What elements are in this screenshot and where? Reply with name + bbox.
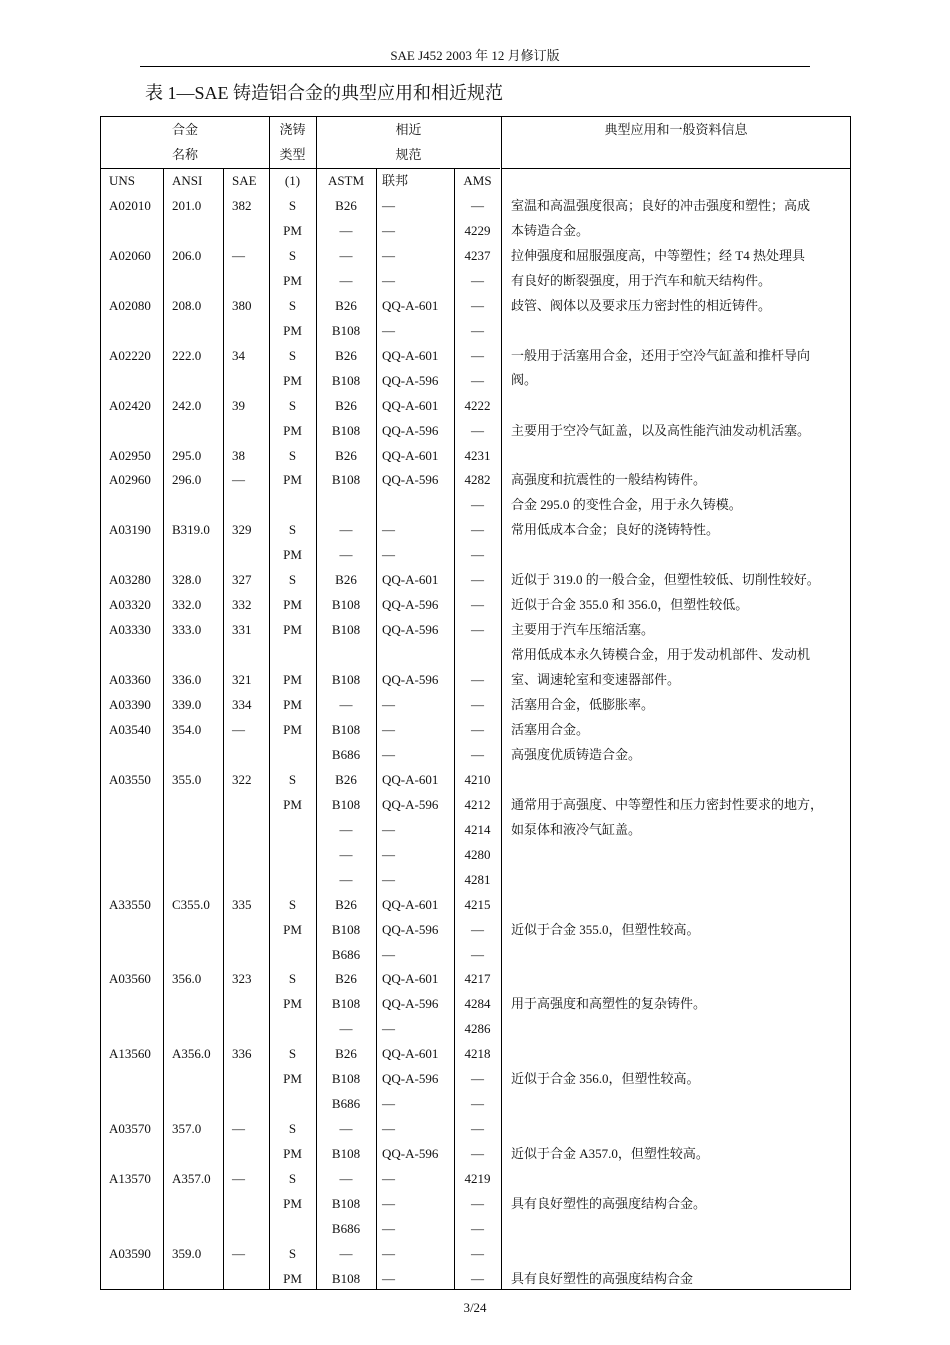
- table-cell: B26: [335, 771, 357, 787]
- table-cell: 296.0: [172, 472, 202, 488]
- table-cell: —: [471, 347, 484, 363]
- description-line: 合金 295.0 的变性合金，用于永久铸模。: [511, 497, 742, 513]
- table-cell: S: [288, 247, 297, 263]
- table-cell: —: [382, 322, 395, 338]
- description-line: 主要用于空冷气缸盖，以及高性能汽油发动机活塞。: [511, 422, 811, 438]
- table-cell: —: [339, 846, 353, 862]
- description-line: 主要用于汽车压缩活塞。: [511, 622, 655, 638]
- description-line: 用于高强度和高塑性的复杂铸件。: [511, 996, 707, 1012]
- table-cell: —: [232, 1121, 245, 1137]
- table-cell: B26: [335, 347, 357, 363]
- header-split-rule: [101, 168, 500, 169]
- table-cell: B26: [335, 447, 357, 463]
- table-cell: B108: [331, 796, 361, 812]
- table-cell: PM: [283, 622, 302, 638]
- table-cell: 4210: [464, 771, 491, 787]
- header-bottom-rule: [501, 168, 850, 169]
- table-cell: 332.0: [172, 597, 202, 613]
- table-cell: 34: [232, 347, 245, 363]
- description-line: 室、调速轮室和变速器部件。: [511, 671, 681, 687]
- subheader-sae: SAE: [232, 173, 257, 188]
- table-cell: 201.0: [172, 198, 202, 213]
- application-description: [511, 743, 841, 768]
- table-cell: PM: [283, 222, 302, 238]
- application-description: [511, 693, 841, 718]
- table-cell: B319.0: [172, 522, 210, 538]
- table-cell: 355.0: [172, 771, 202, 787]
- application-description: [511, 918, 841, 943]
- table-cell: B108: [331, 597, 361, 613]
- table-cell: —: [339, 821, 353, 837]
- header-alloy-2: 名称: [171, 147, 198, 162]
- table-cell: C355.0: [172, 896, 210, 912]
- table-cell: —: [471, 1220, 484, 1236]
- table-cell: A03390: [109, 697, 151, 712]
- table-cell: A13560: [109, 1046, 151, 1062]
- table-cell: 208.0: [172, 297, 202, 313]
- table-cell: A03320: [109, 597, 151, 613]
- application-description: [511, 244, 841, 293]
- table-cell: 295.0: [172, 447, 202, 463]
- table-cell: A02960: [109, 472, 151, 488]
- table-cell: PM: [283, 1196, 302, 1211]
- table-cell: 4222: [464, 397, 491, 413]
- table-cell: PM: [283, 1270, 302, 1286]
- table-cell: B108: [331, 1196, 361, 1211]
- table-cell: 4281: [464, 871, 491, 887]
- table-cell: B686: [331, 1096, 361, 1112]
- table-cell: 336: [232, 1046, 252, 1062]
- header-alloy-1: 合金: [171, 122, 198, 137]
- table-cell: A03570: [109, 1121, 151, 1137]
- table-cell: S: [288, 572, 297, 588]
- table-cell: 359.0: [172, 1245, 202, 1261]
- table-cell: QQ-A-601: [382, 397, 439, 413]
- table-cell: —: [382, 198, 395, 213]
- table-cell: 332: [232, 597, 252, 613]
- table-cell: B26: [335, 397, 357, 413]
- table-cell: B108: [331, 372, 361, 388]
- table-cell: 380: [232, 297, 252, 313]
- application-description: [511, 493, 841, 518]
- table-cell: A03590: [109, 1245, 151, 1261]
- table-cell: PM: [283, 372, 302, 388]
- table-cell: —: [471, 572, 484, 588]
- table-cell: —: [471, 322, 484, 338]
- application-description: [511, 1067, 841, 1092]
- table-cell: PM: [283, 1071, 302, 1087]
- description-line: 拉伸强度和屈服强度高，中等塑性；经 T4 热处理具: [511, 247, 805, 263]
- header-casting-2: 类型: [279, 147, 306, 162]
- table-cell: —: [339, 1021, 353, 1037]
- header-applications: 典型应用和一般资料信息: [604, 122, 748, 137]
- table-cell: —: [382, 1270, 395, 1286]
- application-description: [511, 1142, 841, 1167]
- description-line: 室温和高温强度很高；良好的冲击强度和塑性；高成: [511, 198, 811, 213]
- table-cell: B108: [331, 921, 361, 937]
- table-cell: —: [339, 247, 353, 263]
- description-line: 阀。: [511, 372, 538, 388]
- table-cell: PM: [283, 597, 302, 613]
- table-cell: A02420: [109, 397, 151, 413]
- table-cell: 334: [232, 697, 252, 712]
- application-description: [511, 992, 841, 1017]
- table-cell: 4212: [464, 796, 491, 812]
- table-cell: PM: [283, 996, 302, 1012]
- application-description: [511, 793, 841, 842]
- table-cell: PM: [283, 472, 302, 488]
- table-cell: 336.0: [172, 672, 202, 688]
- description-line: 一般用于活塞用合金，还用于空冷气缸盖和推杆导向: [511, 347, 811, 363]
- table-cell: S: [288, 1046, 297, 1062]
- table-cell: —: [382, 1096, 395, 1112]
- table-cell: S: [288, 347, 297, 363]
- description-line: 歧管、阀体以及要求压力密封性的相近铸件。: [511, 297, 772, 313]
- description-line: 近似于 319.0 的一般合金，但塑性较低、切削性较好。: [511, 572, 820, 588]
- table-cell: —: [471, 272, 484, 288]
- table-cell: PM: [283, 796, 302, 812]
- table-cell: B108: [331, 422, 361, 438]
- table-cell: PM: [283, 697, 302, 712]
- table-cell: B26: [335, 297, 357, 313]
- table-cell: —: [471, 1245, 484, 1261]
- table-cell: A02010: [109, 198, 151, 213]
- col-rule: [376, 168, 377, 1289]
- subheader-ams: AMS: [463, 173, 492, 188]
- table-cell: 327: [232, 572, 252, 588]
- table-cell: A03360: [109, 672, 151, 688]
- table-cell: —: [382, 871, 395, 887]
- application-description: [511, 568, 841, 593]
- table-title: 表 1—SAE 铸造铝合金的典型应用和相近规范: [145, 83, 504, 103]
- table-cell: —: [471, 422, 484, 438]
- table-cell: QQ-A-596: [382, 672, 439, 688]
- table-cell: B686: [331, 946, 361, 962]
- table-cell: B108: [331, 672, 361, 688]
- table-cell: —: [471, 372, 484, 388]
- table-cell: —: [471, 1121, 484, 1137]
- table-cell: S: [288, 1245, 297, 1261]
- header-casting-1: 浇铸: [279, 122, 306, 137]
- description-line: 具有良好塑性的高强度结构合金。: [511, 1196, 707, 1211]
- table-cell: 4218: [464, 1046, 491, 1062]
- subheader-astm: ASTM: [327, 173, 365, 188]
- table-cell: —: [382, 697, 395, 712]
- table-cell: QQ-A-596: [382, 372, 439, 388]
- application-description: [511, 618, 841, 643]
- table-cell: PM: [283, 322, 302, 338]
- table-cell: B26: [335, 971, 357, 987]
- subheader-type: (1): [284, 173, 301, 188]
- running-header: SAE J452 2003 年 12 月修订版: [390, 48, 560, 63]
- table-cell: 4284: [464, 996, 491, 1012]
- table-cell: 4237: [464, 247, 491, 263]
- table-cell: —: [471, 1196, 484, 1211]
- table-cell: —: [382, 1021, 395, 1037]
- table-cell: 222.0: [172, 347, 202, 363]
- table-cell: S: [288, 522, 297, 538]
- table-cell: S: [288, 971, 297, 987]
- application-description: [511, 593, 841, 618]
- table-cell: B108: [331, 1146, 361, 1162]
- description-line: 活塞用合金。: [511, 721, 590, 737]
- table-cell: —: [382, 1196, 395, 1211]
- description-line: 活塞用合金，低膨胀率。: [511, 697, 655, 712]
- table-cell: 357.0: [172, 1121, 202, 1137]
- table-cell: PM: [283, 921, 302, 937]
- table-cell: B108: [331, 622, 361, 638]
- table-cell: 4229: [464, 222, 491, 238]
- table-cell: 4214: [464, 821, 491, 837]
- col-rule: [501, 117, 502, 1289]
- table-cell: —: [232, 721, 245, 737]
- table-cell: 322: [232, 771, 252, 787]
- table-cell: S: [288, 397, 297, 413]
- application-description: [511, 344, 841, 393]
- table-cell: 4280: [464, 846, 491, 862]
- table-cell: 382: [232, 198, 252, 213]
- table-cell: A03550: [109, 771, 151, 787]
- table-cell: B26: [335, 1046, 357, 1062]
- table-cell: —: [382, 522, 395, 538]
- table-cell: —: [339, 871, 353, 887]
- table-cell: 39: [232, 397, 245, 413]
- description-line: 高强度优质铸造合金。: [511, 746, 642, 762]
- table-cell: —: [382, 1245, 395, 1261]
- table-cell: S: [288, 1121, 297, 1137]
- application-description: [511, 1192, 841, 1217]
- table-cell: —: [382, 247, 395, 263]
- table-cell: 328.0: [172, 572, 202, 588]
- table-cell: 333.0: [172, 622, 202, 638]
- description-line: 常用低成本永久铸模合金，用于发动机部件、发动机: [511, 647, 811, 663]
- table-cell: —: [471, 597, 484, 613]
- table-cell: —: [382, 222, 395, 238]
- table-cell: —: [471, 622, 484, 638]
- table-cell: QQ-A-596: [382, 472, 439, 488]
- table-cell: A03560: [109, 971, 151, 987]
- table-cell: 4215: [464, 896, 491, 912]
- table-cell: 206.0: [172, 247, 202, 263]
- table-cell: —: [471, 921, 484, 937]
- table-cell: —: [471, 672, 484, 688]
- table-cell: —: [471, 1071, 484, 1087]
- table-cell: QQ-A-601: [382, 447, 439, 463]
- application-description: [511, 518, 841, 543]
- description-line: 有良好的断裂强度，用于汽车和航天结构件。: [511, 272, 772, 288]
- table-cell: B108: [331, 322, 361, 338]
- table-cell: —: [382, 721, 395, 737]
- table-cell: QQ-A-596: [382, 996, 439, 1012]
- table-cell: S: [288, 447, 297, 463]
- table-cell: 321: [232, 672, 252, 688]
- table-cell: 354.0: [172, 721, 202, 737]
- table-cell: A03280: [109, 572, 151, 588]
- table-cell: B686: [331, 1220, 361, 1236]
- table-cell: QQ-A-596: [382, 921, 439, 937]
- table-cell: QQ-A-596: [382, 796, 439, 812]
- table-cell: —: [382, 1121, 395, 1137]
- table-cell: —: [339, 522, 353, 538]
- table-cell: S: [288, 896, 297, 912]
- table-cell: S: [288, 771, 297, 787]
- table-cell: —: [471, 198, 484, 213]
- table-cell: PM: [283, 672, 302, 688]
- application-description: [511, 643, 841, 692]
- table-cell: 4286: [464, 1021, 491, 1037]
- table-cell: 4282: [464, 472, 491, 488]
- table-cell: —: [382, 272, 395, 288]
- table-cell: —: [471, 1146, 484, 1162]
- description-line: 如泵体和液冷气缸盖。: [511, 821, 642, 837]
- table-cell: —: [382, 547, 395, 563]
- table-cell: S: [288, 1171, 297, 1187]
- application-description: [511, 1267, 841, 1292]
- description-line: 高强度和抗震性的一般结构铸件。: [511, 472, 707, 488]
- table-cell: 339.0: [172, 697, 202, 712]
- table-cell: QQ-A-596: [382, 1146, 439, 1162]
- description-line: 近似于合金 A357.0，但塑性较高。: [511, 1146, 709, 1162]
- table-cell: —: [382, 1220, 395, 1236]
- application-description: [511, 194, 841, 243]
- description-line: 近似于合金 356.0，但塑性较高。: [511, 1071, 700, 1087]
- table-cell: —: [382, 821, 395, 837]
- table-cell: QQ-A-601: [382, 896, 439, 912]
- table-cell: —: [471, 746, 484, 762]
- table-cell: B108: [331, 1270, 361, 1286]
- application-description: [511, 718, 841, 743]
- table-cell: B108: [331, 996, 361, 1012]
- table-cell: QQ-A-596: [382, 597, 439, 613]
- table-cell: —: [471, 1096, 484, 1112]
- table-cell: QQ-A-601: [382, 771, 439, 787]
- table-cell: A13570: [109, 1171, 151, 1187]
- description-line: 本铸造合金。: [511, 222, 590, 238]
- table-cell: QQ-A-601: [382, 347, 439, 363]
- table-cell: —: [232, 1245, 245, 1261]
- subheader-uns: UNS: [109, 173, 136, 188]
- table-cell: —: [232, 247, 245, 263]
- application-description: [511, 468, 841, 493]
- table-cell: 329: [232, 522, 252, 538]
- table-cell: 323: [232, 971, 252, 987]
- table-cell: 4217: [464, 971, 491, 987]
- table-cell: —: [339, 222, 353, 238]
- table-cell: B26: [335, 198, 357, 213]
- table-cell: B108: [331, 721, 361, 737]
- table-cell: —: [339, 697, 353, 712]
- description-line: 近似于合金 355.0，但塑性较高。: [511, 921, 700, 937]
- table-cell: —: [339, 1171, 353, 1187]
- header-rule: [140, 66, 810, 67]
- table-cell: QQ-A-596: [382, 622, 439, 638]
- table-cell: —: [471, 297, 484, 313]
- table-cell: 242.0: [172, 397, 202, 413]
- table-cell: QQ-A-601: [382, 1046, 439, 1062]
- table-cell: —: [339, 1121, 353, 1137]
- col-rule: [163, 168, 164, 1289]
- table-cell: QQ-A-596: [382, 422, 439, 438]
- table-cell: B26: [335, 572, 357, 588]
- table-cell: QQ-A-601: [382, 297, 439, 313]
- table-cell: PM: [283, 721, 302, 737]
- application-description: [511, 419, 841, 444]
- table-cell: B108: [331, 1071, 361, 1087]
- table-cell: A02060: [109, 247, 151, 263]
- table-cell: PM: [283, 272, 302, 288]
- table-cell: QQ-A-596: [382, 1071, 439, 1087]
- header-spec-1: 相近: [395, 122, 422, 137]
- table-cell: S: [288, 297, 297, 313]
- table-cell: —: [471, 497, 484, 513]
- table-cell: 331: [232, 622, 252, 638]
- table-cell: —: [232, 1171, 245, 1187]
- table-cell: —: [339, 547, 353, 563]
- table-cell: B686: [331, 746, 361, 762]
- table-cell: —: [471, 522, 484, 538]
- subheader-ansi: ANSI: [172, 173, 203, 188]
- table-cell: —: [471, 547, 484, 563]
- table-cell: B108: [331, 472, 361, 488]
- description-line: 近似于合金 355.0 和 356.0，但塑性较低。: [511, 597, 749, 613]
- table-cell: 4219: [464, 1171, 491, 1187]
- table-cell: PM: [283, 422, 302, 438]
- table-cell: —: [382, 946, 395, 962]
- table-cell: —: [471, 946, 484, 962]
- page-number: 3/24: [463, 1300, 487, 1315]
- table-cell: —: [339, 272, 353, 288]
- table-cell: A02080: [109, 297, 151, 313]
- table-cell: A02950: [109, 447, 151, 463]
- table-cell: —: [382, 846, 395, 862]
- table-cell: —: [382, 746, 395, 762]
- table-cell: A02220: [109, 347, 151, 363]
- table-cell: A357.0: [172, 1171, 211, 1187]
- description-line: 常用低成本合金；良好的浇铸特性。: [511, 522, 720, 538]
- table-cell: 356.0: [172, 971, 202, 987]
- table-cell: 335: [232, 896, 252, 912]
- description-line: 通常用于高强度、中等塑性和压力密封性要求的地方，: [511, 796, 824, 812]
- subheader-federal: 联邦: [382, 173, 409, 188]
- table-cell: —: [471, 721, 484, 737]
- table-cell: A356.0: [172, 1046, 211, 1062]
- table-cell: —: [339, 1245, 353, 1261]
- table-cell: PM: [283, 1146, 302, 1162]
- table-cell: QQ-A-601: [382, 572, 439, 588]
- col-rule: [223, 168, 224, 1289]
- table-cell: 38: [232, 447, 245, 463]
- table-cell: —: [232, 472, 245, 488]
- description-line: 具有良好塑性的高强度结构合金: [511, 1270, 694, 1286]
- table-cell: 4231: [464, 447, 491, 463]
- table-cell: —: [382, 1171, 395, 1187]
- alloy-table: [100, 116, 851, 1290]
- table-cell: S: [288, 198, 297, 213]
- table-cell: —: [471, 1270, 484, 1286]
- table-cell: PM: [283, 547, 302, 563]
- table-cell: A33550: [109, 896, 151, 912]
- table-cell: —: [471, 697, 484, 712]
- table-cell: B26: [335, 896, 357, 912]
- application-description: [511, 294, 841, 319]
- table-cell: QQ-A-601: [382, 971, 439, 987]
- header-spec-2: 规范: [395, 147, 422, 162]
- table-cell: A03330: [109, 622, 151, 638]
- table-cell: A03190: [109, 522, 151, 538]
- table-cell: A03540: [109, 721, 151, 737]
